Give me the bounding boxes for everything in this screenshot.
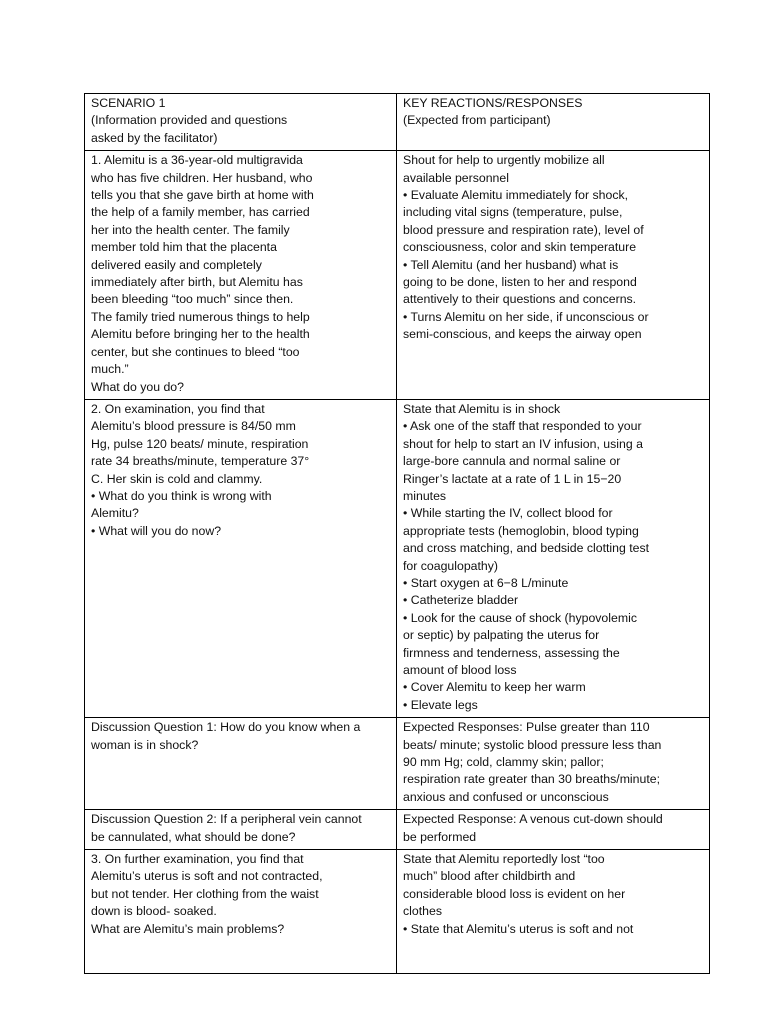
cell-line: Expected Response: A venous cut-down should (403, 812, 663, 827)
cell-line: but not tender. Her clothing from the waist (91, 886, 319, 901)
cell-line: 1. Alemitu is a 36-year-old multigravida (91, 153, 303, 168)
header-right-line: KEY REACTIONS/RESPONSES (403, 96, 583, 110)
expected-response-cell (397, 810, 710, 850)
cell-line: much.” (91, 362, 129, 377)
cell-line: her into the health center. The family (91, 222, 290, 237)
cell-line: State that Alemitu reportedly lost “too (403, 852, 605, 867)
cell-line: Hg, pulse 120 beats/ minute, respiration (91, 436, 309, 451)
cell-line: much” blood after childbirth and (403, 869, 576, 884)
response-cell (397, 850, 710, 974)
cell-line: State that Alemitu is in shock (403, 401, 561, 416)
cell-line: tells you that she gave birth at home with (91, 188, 314, 203)
header-cell-responses (397, 94, 710, 151)
cell-line: anxious and confused or unconscious (403, 789, 609, 804)
cell-line: member told him that the placenta (91, 240, 277, 255)
cell-line: The family tried numerous things to help (91, 309, 310, 324)
cell-line: 3. On further examination, you find that (91, 852, 304, 867)
cell-line: be cannulated, what should be done? (91, 829, 296, 844)
header-right-line: (Expected from participant) (403, 113, 551, 128)
response-cell (397, 399, 710, 717)
cell-line: center, but she continues to bleed “too (91, 344, 300, 359)
header-left-line: SCENARIO 1 (91, 96, 166, 110)
discussion-question-cell (85, 718, 397, 810)
cell-line: Discussion Question 2: If a peripheral vein cannot (91, 812, 362, 827)
cell-line: for coagulopathy) (403, 558, 499, 573)
table-row (85, 850, 710, 974)
scenario-cell (85, 850, 397, 974)
cell-line: amount of blood loss (403, 663, 517, 677)
cell-line: • Elevate legs (403, 697, 478, 712)
cell-line: available personnel (403, 170, 509, 185)
header-left-line: asked by the facilitator) (91, 130, 218, 145)
cell-line: immediately after birth, but Alemitu has (91, 275, 303, 290)
table-row (85, 810, 710, 850)
scenario-table (84, 93, 710, 974)
cell-line: • Start oxygen at 6−8 L/minute (403, 575, 569, 590)
cell-line: C. Her skin is cold and clammy. (91, 471, 263, 486)
cell-line: been bleeding “too much” since then. (91, 292, 294, 307)
cell-line: Shout for help to urgently mobilize all (403, 153, 605, 168)
header-cell-scenario (85, 94, 397, 151)
cell-line: • Cover Alemitu to keep her warm (403, 680, 586, 695)
cell-line: clothes (403, 904, 442, 919)
table-row (85, 151, 710, 400)
cell-line: Alemitu’s uterus is soft and not contracted, (91, 869, 323, 884)
header-left-line: (Information provided and questions (91, 113, 288, 128)
cell-line: beats/ minute; systolic blood pressure less than (403, 737, 662, 752)
discussion-question-cell (85, 810, 397, 850)
scenario-cell (85, 151, 397, 400)
cell-line: • While starting the IV, collect blood for (403, 506, 613, 521)
table-header-row (85, 94, 710, 151)
cell-line: woman is in shock? (91, 737, 199, 752)
cell-line: What do you do? (91, 379, 184, 394)
cell-line: rate 34 breaths/minute, temperature 37° (91, 454, 310, 469)
cell-line: • Evaluate Alemitu immediately for shock, (403, 188, 629, 203)
cell-line: • Catheterize bladder (403, 593, 519, 608)
cell-line: Discussion Question 1: How do you know when a (91, 720, 361, 735)
cell-line: semi-conscious, and keeps the airway open (403, 327, 642, 342)
cell-line: What are Alemitu’s main problems? (91, 921, 285, 936)
cell-line: • Turns Alemitu on her side, if unconscious or (403, 309, 649, 324)
scenario-cell (85, 399, 397, 717)
cell-line: minutes (403, 488, 447, 503)
cell-line: • Tell Alemitu (and her husband) what is (403, 257, 619, 272)
cell-line: be performed (403, 829, 477, 844)
cell-line: including vital signs (temperature, pulse, (403, 205, 623, 220)
cell-line: • State that Alemitu’s uterus is soft and not (403, 921, 634, 936)
cell-line: the help of a family member, has carried (91, 205, 310, 220)
cell-line: • Look for the cause of shock (hypovolemic (403, 610, 637, 625)
cell-line: shout for help to start an IV infusion, using a (403, 436, 643, 451)
cell-line: blood pressure and respiration rate), level of (403, 222, 644, 237)
cell-line: Ringer’s lactate at a rate of 1 L in 15−20 (403, 471, 622, 486)
cell-line: Alemitu’s blood pressure is 84/50 mm (91, 419, 296, 434)
table-row (85, 399, 710, 717)
cell-line: Alemitu? (91, 506, 139, 521)
cell-line: 90 mm Hg; cold, clammy skin; pallor; (403, 755, 604, 770)
cell-line: • Ask one of the staff that responded to your (403, 419, 642, 434)
cell-line: delivered easily and completely (91, 257, 262, 272)
cell-line: consciousness, color and skin temperature (403, 240, 637, 255)
cell-line: and cross matching, and bedside clotting test (403, 541, 650, 556)
cell-line: considerable blood loss is evident on her (403, 886, 626, 901)
cell-line: • What will you do now? (91, 523, 222, 538)
expected-response-cell (397, 718, 710, 810)
cell-line: down is blood- soaked. (91, 904, 217, 919)
cell-line: 2. On examination, you find that (91, 401, 265, 416)
response-cell (397, 151, 710, 400)
cell-line: attentively to their questions and concerns. (403, 292, 637, 307)
cell-line: firmness and tenderness, assessing the (403, 645, 620, 660)
table-row (85, 718, 710, 810)
cell-line: • What do you think is wrong with (91, 488, 272, 503)
cell-line: going to be done, listen to her and respond (403, 275, 637, 290)
cell-line: Alemitu before bringing her to the health (91, 327, 310, 342)
cell-line: appropriate tests (hemoglobin, blood typing (403, 523, 639, 538)
cell-line: large-bore cannula and normal saline or (403, 454, 621, 469)
cell-line: respiration rate greater than 30 breaths/minute; (403, 772, 661, 787)
cell-line: Expected Responses: Pulse greater than 110 (403, 720, 650, 735)
cell-line: or septic) by palpating the uterus for (403, 628, 600, 643)
cell-line: who has five children. Her husband, who (91, 170, 313, 185)
